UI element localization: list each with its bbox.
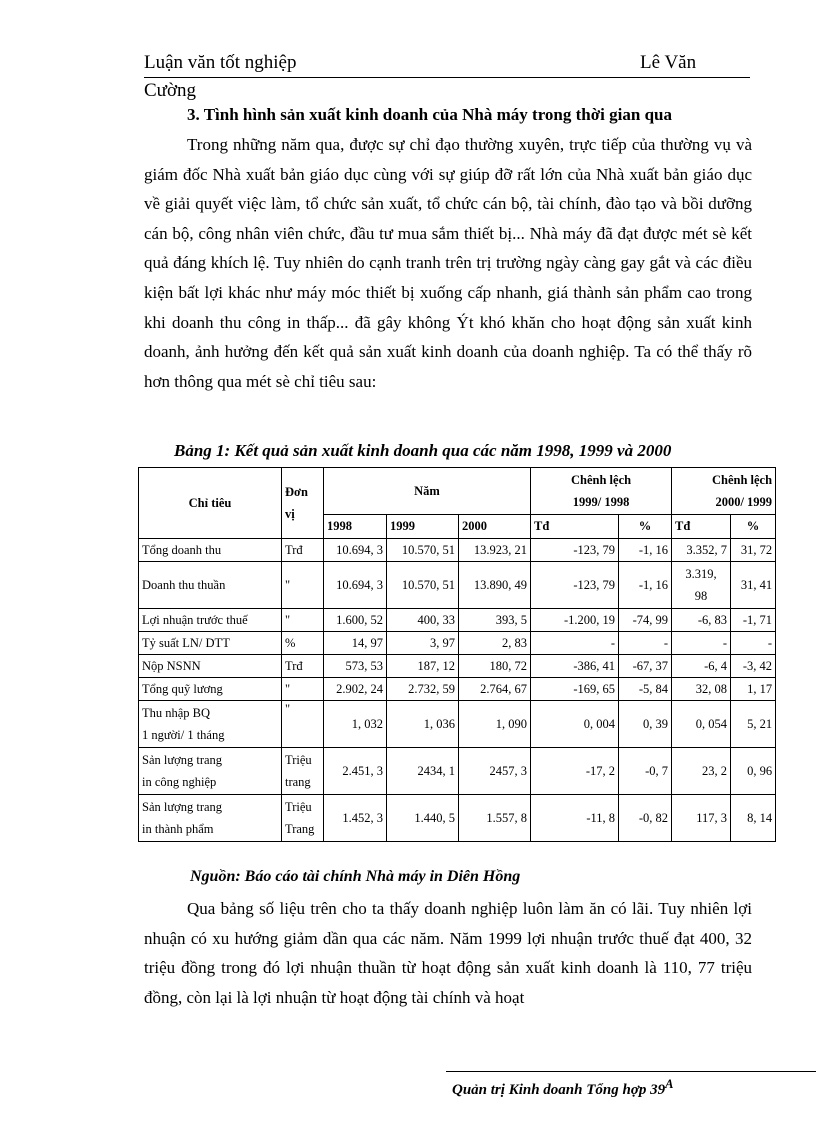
table-row xyxy=(139,678,776,701)
value-diff1-absolute: -123, 79 xyxy=(531,539,619,562)
row-unit: Triệu Trang xyxy=(282,795,324,842)
value-diff2-percent: -1, 71 xyxy=(731,609,776,632)
value-2000: 393, 5 xyxy=(459,609,531,632)
row-unit: Triệu trang xyxy=(282,748,324,795)
value-diff1-percent: 0, 39 xyxy=(619,701,672,748)
value-2000: 13.890, 49 xyxy=(459,562,531,609)
value-diff2-percent: 8, 14 xyxy=(731,795,776,842)
results-table xyxy=(138,467,776,842)
value-diff2-absolute: 32, 08 xyxy=(672,678,731,701)
value-2000: 2.764, 67 xyxy=(459,678,531,701)
value-diff2-absolute: 3.352, 7 xyxy=(672,539,731,562)
header-diff2-absolute: Tđ xyxy=(672,515,731,539)
row-indicator: Sản lượng trang in công nghiệp xyxy=(139,748,282,795)
header-year-group: Năm xyxy=(324,468,531,515)
value-diff2-percent: -3, 42 xyxy=(731,655,776,678)
header-1998: 1998 xyxy=(324,515,387,539)
value-diff2-absolute: 0, 054 xyxy=(672,701,731,748)
value-diff2-absolute: - xyxy=(672,632,731,655)
value-1998: 573, 53 xyxy=(324,655,387,678)
value-diff1-percent: -74, 99 xyxy=(619,609,672,632)
value-diff1-percent: -1, 16 xyxy=(619,562,672,609)
value-1998: 1.452, 3 xyxy=(324,795,387,842)
table-source-note: Nguồn: Báo cáo tài chính Nhà máy in Diên Hồng xyxy=(190,868,521,885)
value-1998: 10.694, 3 xyxy=(324,562,387,609)
table-row xyxy=(139,562,776,609)
footer-text xyxy=(452,1077,673,1099)
value-2000: 1.557, 8 xyxy=(459,795,531,842)
header-unit: Đơn vị xyxy=(282,468,324,539)
table-row xyxy=(139,609,776,632)
value-2000: 1, 090 xyxy=(459,701,531,748)
header-2000: 2000 xyxy=(459,515,531,539)
value-1999: 2434, 1 xyxy=(387,748,459,795)
value-2000: 180, 72 xyxy=(459,655,531,678)
value-diff2-percent: 31, 41 xyxy=(731,562,776,609)
section-heading: 3. Tình hình sản xuất kinh doanh của Nhà máy trong thời gian qua xyxy=(187,105,672,124)
value-diff2-absolute: 3.319, 98 xyxy=(672,562,731,609)
value-diff1-percent: -67, 37 xyxy=(619,655,672,678)
row-unit: Trđ xyxy=(282,539,324,562)
value-diff1-percent: -0, 7 xyxy=(619,748,672,795)
header-diff-1999-1998: Chênh lệch 1999/ 1998 xyxy=(531,468,672,515)
value-diff2-percent: 1, 17 xyxy=(731,678,776,701)
table-row xyxy=(139,795,776,842)
intro-paragraph: Trong những năm qua, được sự chỉ đạo thường xuyên, trực tiếp của thường vụ và giám đốc Nhà xuất bản giáo dục cùng với sự giúp đỡ rất lớn của Nhà xuất bản giáo dục về giải quyết việc làm, tổ chức sản xuất, tổ chức cán bộ, tài chính, đào tạo và bồi dưỡng cán bộ, công nhân viên chức, đầu tư mua sắm thiết bị... Nhà máy đã đạt được mét sè kết quả đáng khích lệ. Tuy nhiên do cạnh tranh trên trị trường ngày càng gay gắt và các điều kiện bất lợi khác như máy móc thiết bị xuống cấp nhanh, giá thành sản phẩm cao trong khi doanh thu công in thấp... đã gây không Ýt khó khăn cho hoạt động sản xuất kinh doanh, ảnh hưởng đến kết quả sản xuất kinh doanh của doanh nghiệp. Ta có thể thấy rõ hơn thông qua mét sè chỉ tiêu sau: xyxy=(144,135,752,391)
value-diff1-absolute: -123, 79 xyxy=(531,562,619,609)
footer-rule xyxy=(446,1071,816,1072)
row-indicator: Thu nhập BQ 1 người/ 1 tháng xyxy=(139,701,282,748)
row-indicator: Tỷ suất LN/ DTT xyxy=(139,632,282,655)
row-unit: " xyxy=(282,609,324,632)
value-diff2-percent: 5, 21 xyxy=(731,701,776,748)
value-diff1-absolute: -1.200, 19 xyxy=(531,609,619,632)
row-indicator: Doanh thu thuần xyxy=(139,562,282,609)
row-indicator: Sản lượng trang in thành phẩm xyxy=(139,795,282,842)
header-author-name: Lê Văn xyxy=(640,52,697,73)
value-diff1-absolute: -169, 65 xyxy=(531,678,619,701)
table-caption: Bảng 1: Kết quả sản xuất kinh doanh qua các năm 1998, 1999 và 2000 xyxy=(174,441,672,460)
row-indicator: Nộp NSNN xyxy=(139,655,282,678)
value-1998: 10.694, 3 xyxy=(324,539,387,562)
value-1998: 1.600, 52 xyxy=(324,609,387,632)
value-diff1-percent: -0, 82 xyxy=(619,795,672,842)
value-diff1-absolute: -11, 8 xyxy=(531,795,619,842)
row-unit: % xyxy=(282,632,324,655)
table-row xyxy=(139,632,776,655)
row-unit: " xyxy=(282,562,324,609)
table-row xyxy=(139,539,776,562)
table-row xyxy=(139,748,776,795)
header-diff-2000-1999: Chênh lệch 2000/ 1999 xyxy=(672,468,776,515)
value-diff1-percent: -5, 84 xyxy=(619,678,672,701)
value-diff1-absolute: -17, 2 xyxy=(531,748,619,795)
value-diff2-absolute: 23, 2 xyxy=(672,748,731,795)
row-indicator: Tổng quỹ lương xyxy=(139,678,282,701)
value-1999: 10.570, 51 xyxy=(387,539,459,562)
value-diff1-percent: -1, 16 xyxy=(619,539,672,562)
header-rule xyxy=(144,77,750,78)
value-1999: 187, 12 xyxy=(387,655,459,678)
value-diff2-absolute: 117, 3 xyxy=(672,795,731,842)
value-1998: 1, 032 xyxy=(324,701,387,748)
row-unit: " xyxy=(282,701,324,748)
value-1999: 2.732, 59 xyxy=(387,678,459,701)
value-diff1-absolute: -386, 41 xyxy=(531,655,619,678)
value-diff2-absolute: -6, 83 xyxy=(672,609,731,632)
value-1998: 2.451, 3 xyxy=(324,748,387,795)
value-1999: 10.570, 51 xyxy=(387,562,459,609)
analysis-paragraph: Qua bảng số liệu trên cho ta thấy doanh nghiệp luôn làm ăn có lãi. Tuy nhiên lợi nhuận có xu hướng giảm dần qua các năm. Năm 1999 lợi nhuận trước thuế đạt 400, 32 triệu đồng trong đó lợi nhuận thuần từ hoạt động sản xuất kinh doanh là 110, 77 triệu đồng, còn lại là lợi nhuận từ hoạt động tài chính và hoạt xyxy=(144,899,752,1007)
value-1999: 1, 036 xyxy=(387,701,459,748)
value-2000: 2, 83 xyxy=(459,632,531,655)
value-diff2-percent: - xyxy=(731,632,776,655)
row-indicator: Lợi nhuận trước thuế xyxy=(139,609,282,632)
value-diff1-absolute: 0, 004 xyxy=(531,701,619,748)
header-indicator: Chỉ tiêu xyxy=(139,468,282,539)
row-indicator: Tổng doanh thu xyxy=(139,539,282,562)
row-unit: Trđ xyxy=(282,655,324,678)
header-diff1-percent: % xyxy=(619,515,672,539)
table-row xyxy=(139,655,776,678)
value-1998: 14, 97 xyxy=(324,632,387,655)
value-1999: 400, 33 xyxy=(387,609,459,632)
header-thesis-title: Luận văn tốt nghiệp xyxy=(144,52,297,73)
value-diff2-percent: 31, 72 xyxy=(731,539,776,562)
value-diff2-absolute: -6, 4 xyxy=(672,655,731,678)
footer-superscript: A xyxy=(665,1077,674,1091)
value-1999: 1.440, 5 xyxy=(387,795,459,842)
value-1998: 2.902, 24 xyxy=(324,678,387,701)
table-row xyxy=(139,701,776,748)
row-unit: " xyxy=(282,678,324,701)
header-1999: 1999 xyxy=(387,515,459,539)
value-diff1-absolute: - xyxy=(531,632,619,655)
value-diff2-percent: 0, 96 xyxy=(731,748,776,795)
footer-label: Quản trị Kinh doanh Tổng hợp 39 xyxy=(452,1082,666,1098)
header-diff2-percent: % xyxy=(731,515,776,539)
value-2000: 13.923, 21 xyxy=(459,539,531,562)
value-2000: 2457, 3 xyxy=(459,748,531,795)
value-1999: 3, 97 xyxy=(387,632,459,655)
header-author-continuation: Cường xyxy=(144,80,197,101)
header-diff1-absolute: Tđ xyxy=(531,515,619,539)
value-diff1-percent: - xyxy=(619,632,672,655)
